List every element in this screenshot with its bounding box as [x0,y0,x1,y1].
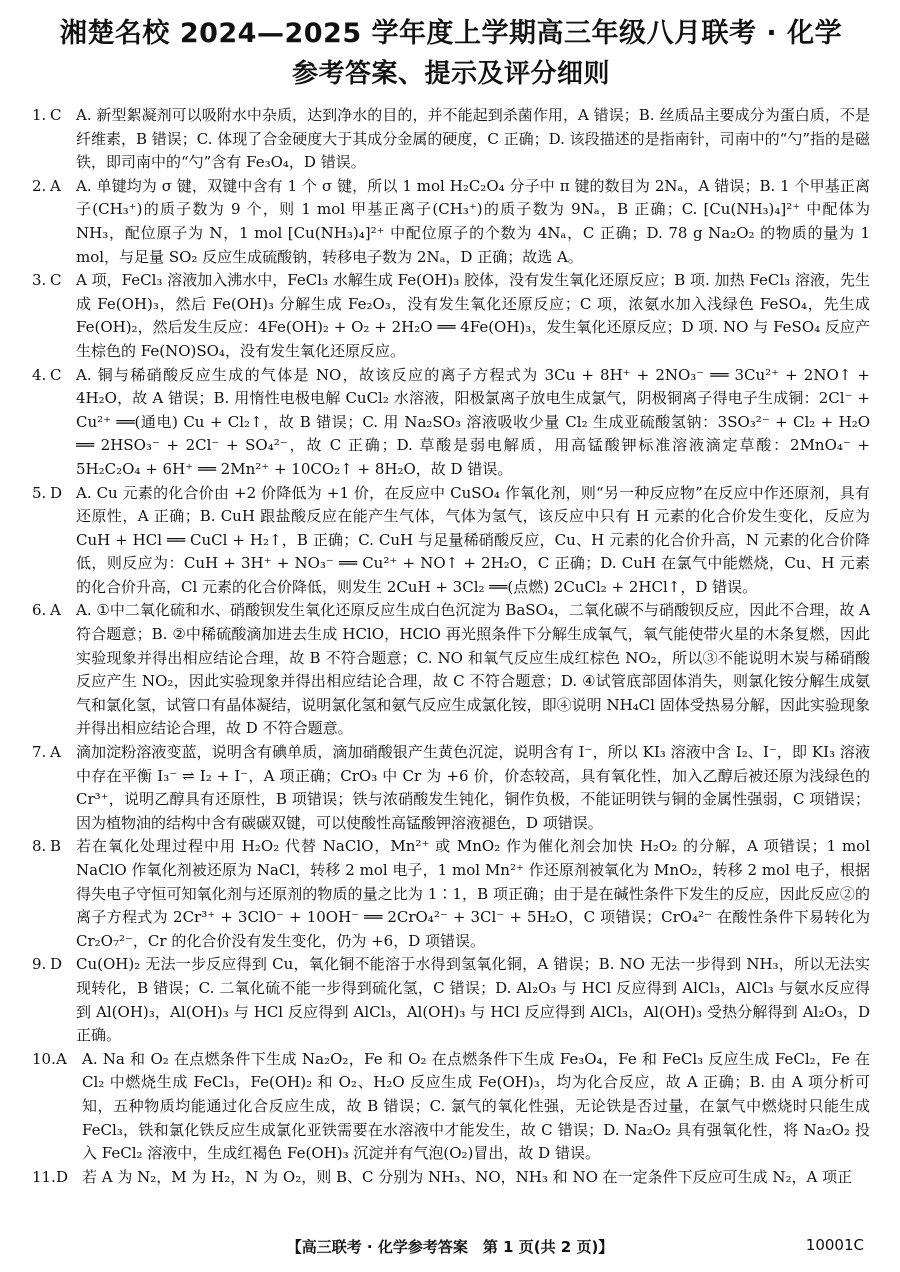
answer-item-5 [32,482,870,600]
page-title: 湘楚名校 2024—2025 学年度上学期高三年级八月联考 · 化学 [59,18,843,49]
answer-item-4 [32,364,870,482]
explanation-text: 滴加淀粉溶液变蓝，说明含有碘单质，滴加硝酸银产生黄色沉淀，说明含有 I⁻，所以 KI₃ 溶液中含 I₂、I⁻，即 KI₃ 溶液中存在平衡 I₃⁻ ⇌ I₂ + I⁻，A 项正确；CrO₃ 中 Cr 为 +6 价，价态较高，具有氧化性，加入乙醇后被还原为浅绿色的 Cr³⁺，说明乙醇具有还原性，B 项错误；铁与浓硝酸发生钝化，铜作负极，不能证明铁与铜的金属性强弱，C 项错误；因为植物油的结构中含有碳碳双键，可以使酸性高锰酸钾溶液褪色，D 项错误。 [76,743,870,832]
question-number: 10. [32,1049,56,1068]
explanation-text: A. Na 和 O₂ 在点燃条件下生成 Na₂O₂，Fe 和 O₂ 在点燃条件下生成 Fe₃O₄，Fe 和 FeCl₃ 反应生成 FeCl₂，Fe 在 Cl₂ 中燃烧生成 FeCl₃，Fe(OH)₂ 和 O₂、H₂O 反应生成 Fe(OH)₃，均为化合反应，故 A 正确；B. 由 A 项分析可知，五种物质均能通过化合反应生成，故 B 错误；C. 氯气的氧化性强，无论铁是否过量，在氯气中燃烧时只能生成 FeCl₃，铁和氯化铁反应生成氯化亚铁需要在水溶液中才能发生，故 C 错误；D. Na₂O₂ 具有强氧化性，将 Na₂O₂ 投入 FeCl₂ 溶液中，生成红褐色 Fe(OH)₃ 沉淀并有气泡(O₂)冒出，故 D 错误。 [82,1049,870,1163]
answer-letter: D [50,483,63,502]
answer-list [32,104,870,1189]
answer-letter: A [50,601,61,620]
answer-letter: C [50,271,62,290]
explanation-text: A. 单键均为 σ 键，双键中含有 1 个 σ 键，所以 1 mol H₂C₂O₄ 分子中 π 键的数目为 2Nₐ，A 错误；B. 1 个甲基正离子(CH₃⁺)的质子数为 9 个，则 1 mol 甲基正离子(CH₃⁺)的质子数为 9Nₐ，B 正确；C. [Cu(NH₃)₄]²⁺ 中配体为 NH₃，配位原子为 N，1 mol [Cu(NH₃)₄]²⁺ 中配位原子的个数为 4Nₐ，C 正确；D. 78 g Na₂O₂ 的物质的量为 1 mol，与足量 SO₂ 反应生成硫酸钠，转移电子数为 2Nₐ，D 正确；故选 A。 [76,176,870,266]
explanation-text: A. ①中二氧化硫和水、硝酸钡发生氧化还原反应生成白色沉淀为 BaSO₄，二氧化碳不与硝酸钡反应，因此不合理，故 A 符合题意；B. ②中稀硫酸滴加进去生成 HClO，HClO 再光照条件下分解生成氧气，氧气能使带火星的木条复燃，因此实验现象并得出相应结论合理，故 B 不符合题意；C. NO 和氧气反应生成红棕色 NO₂，所以③不能说明木炭与稀硝酸反应产生 NO₂，因此实验现象并得出相应结论合理，故 C 不符合题意；D. ④试管底部固体消失，则氯化铵分解生成氨气和氯化氢，试管口有晶体凝结，说明氯化氢和氨气反应生成氯化铵，即④说明 NH₄Cl 固体受热易分解，因此实验现象并得出相应结论合理，故 D 不符合题意。 [76,601,870,738]
answer-item-6 [32,599,870,741]
question-number: 1. [32,106,47,124]
explanation-text: A. 铜与稀硝酸反应生成的气体是 NO，故该反应的离子方程式为 3Cu + 8H⁺ + 2NO₃⁻ ══ 3Cu²⁺ + 2NO↑ + 4H₂O，故 A 错误；B. 用惰性电极电解 CuCl₂ 水溶液，阳极氯离子放电生成氯气，阴极铜离子得电子生成铜：2Cl⁻ + Cu²⁺ ══(通电) Cu + Cl₂↑，故 B 错误；C. 用 Na₂SO₃ 溶液吸收少量 Cl₂ 生成亚硫酸氢钠：3SO₃²⁻ + Cl₂ + H₂O ══ 2HSO₃⁻ + 2Cl⁻ + SO₄²⁻，故 C 正确；D. 草酸是弱电解质，用高锰酸钾标准溶液滴定草酸：2MnO₄⁻ + 5H₂C₂O₄ + 6H⁺ ══ 2Mn²⁺ + 10CO₂↑ + 8H₂O，故 D 错误。 [76,365,870,478]
answer-letter: A [50,743,61,762]
question-number: 5. [32,483,47,502]
answer-item-10 [32,1048,870,1166]
explanation-text: A. Cu 元素的化合价由 +2 价降低为 +1 价，在反应中 CuSO₄ 作氧化剂，则“另一种反应物”在反应中作还原剂，具有还原性，A 正确；B. CuH 跟盐酸反应在能产生气体，气体为氢气，该反应中只有 H 元素的化合价发生变化，反应为 CuH + HCl ══ CuCl + H₂↑，B 正确；C. CuH 与足量稀硝酸反应，Cu、H 元素的化合价升高，N 元素的化合价降低，则反应为：CuH + 3H⁺ + NO₃⁻ ══ Cu²⁺ + NO↑ + 2H₂O，C 正确；D. CuH 在氯气中能燃烧，Cu、H 元素的化合价升高，Cl 元素的化合价降低，则发生 2CuH + 3Cl₂ ══(点燃) 2CuCl₂ + 2HCl↑，D 错误。 [76,483,870,596]
document-code: 10001C [805,1236,864,1254]
question-number: 6. [32,601,47,620]
answer-letter: C [50,365,62,384]
answer-letter: B [50,837,62,856]
question-number: 2. [32,176,47,195]
question-number: 8. [32,837,47,856]
explanation-text: 若 A 为 N₂，M 为 H₂，N 为 O₂，则 B、C 分别为 NH₃、NO，NH₃ 和 NO 在一定条件下反应可生成 N₂，A 项正 [82,1167,853,1186]
explanation-text: 若在氧化处理过程中用 H₂O₂ 代替 NaClO，Mn²⁺ 或 MnO₂ 作为催化剂会加快 H₂O₂ 的分解，A 项错误；1 mol NaClO 作氧化剂被还原为 NaCl，转移 2 mol 电子，1 mol Mn²⁺ 作还原剂被氧化为 MnO₂，转移 2 mol 电子，根据得失电子守恒可知氧化剂与还原剂的物质的量之比为 1∶1，B 项正确；由于是在碱性条件下发生的反应，因此反应②的离子方程式为 2Cr³⁺ + 3ClO⁻ + 10OH⁻ ══ 2CrO₄²⁻ + 3Cl⁻ + 5H₂O，C 项错误；CrO₄²⁻ 在酸性条件下易转化为 Cr₂O₇²⁻，Cr 的化合价没有发生变化，仍为 +6，D 项错误。 [76,837,870,950]
answer-letter: D [50,955,63,974]
answer-item-11 [32,1166,870,1190]
question-number: 4. [32,365,47,384]
answer-letter: A [56,1049,67,1068]
answer-item-9 [32,953,870,1047]
answer-item-7 [32,741,870,835]
answer-item-3 [32,269,870,363]
answer-letter: A [50,176,61,195]
explanation-text: A. 新型絮凝剂可以吸附水中杂质，达到净水的目的，并不能起到杀菌作用，A 错误；B. 丝质品主要成分为蛋白质，不是纤维素，B 错误；C. 体现了合金硬度大于其成分金属的硬度，C 正确；D. 该段描述的是指南针，司南中的“勺”指的是磁铁，即司南中的“勺”含有 Fe₃O₄，D 错误。 [76,106,870,172]
answer-item-8 [32,835,870,953]
answer-letter: C [50,106,62,124]
page-subtitle: 参考答案、提示及评分细则 [291,59,610,89]
question-number: 3. [32,271,47,290]
explanation-text: A 项，FeCl₃ 溶液加入沸水中，FeCl₃ 水解生成 Fe(OH)₃ 胶体，没有发生氧化还原反应；B 项. 加热 FeCl₃ 溶液，先生成 Fe(OH)₃，然后 Fe(OH)₃ 分解生成 Fe₂O₃，没有发生氧化还原反应；C 项，浓氨水加入浅绿色 FeSO₄，先生成 Fe(OH)₂，然后发生反应：4Fe(OH)₂ + O₂ + 2H₂O ══ 4Fe(OH)₃，发生氧化还原反应；D 项. NO 与 FeSO₄ 反应产生棕色的 Fe(NO)SO₄，没有发生氧化还原反应。 [76,271,870,360]
question-number: 7. [32,743,47,762]
explanation-text: Cu(OH)₂ 无法一步反应得到 Cu，氧化铜不能溶于水得到氢氧化铜，A 错误；B. NO 无法一步得到 NH₃，所以无法实现转化，B 错误；C. 二氧化硫不能一步得到硫化氢，C 错误；D. Al₂O₃ 与 HCl 反应得到 AlCl₃，AlCl₃ 与氨水反应得到 Al(OH)₃，Al(OH)₃ 与 HCl 反应得到 AlCl₃，Al(OH)₃ 与 HCl 反应得到 AlCl₃，Al(OH)₃ 受热分解得到 Al₂O₃，D 正确。 [76,955,870,1045]
answer-item-1 [32,104,870,175]
page-footer [0,1236,900,1260]
answer-item-2 [32,175,870,269]
question-number: 9. [32,955,47,974]
answer-letter: D [56,1167,69,1186]
question-number: 11. [32,1167,56,1186]
footer-label: 【高三联考 · 化学参考答案 第 1 页(共 2 页)】 [286,1238,614,1256]
